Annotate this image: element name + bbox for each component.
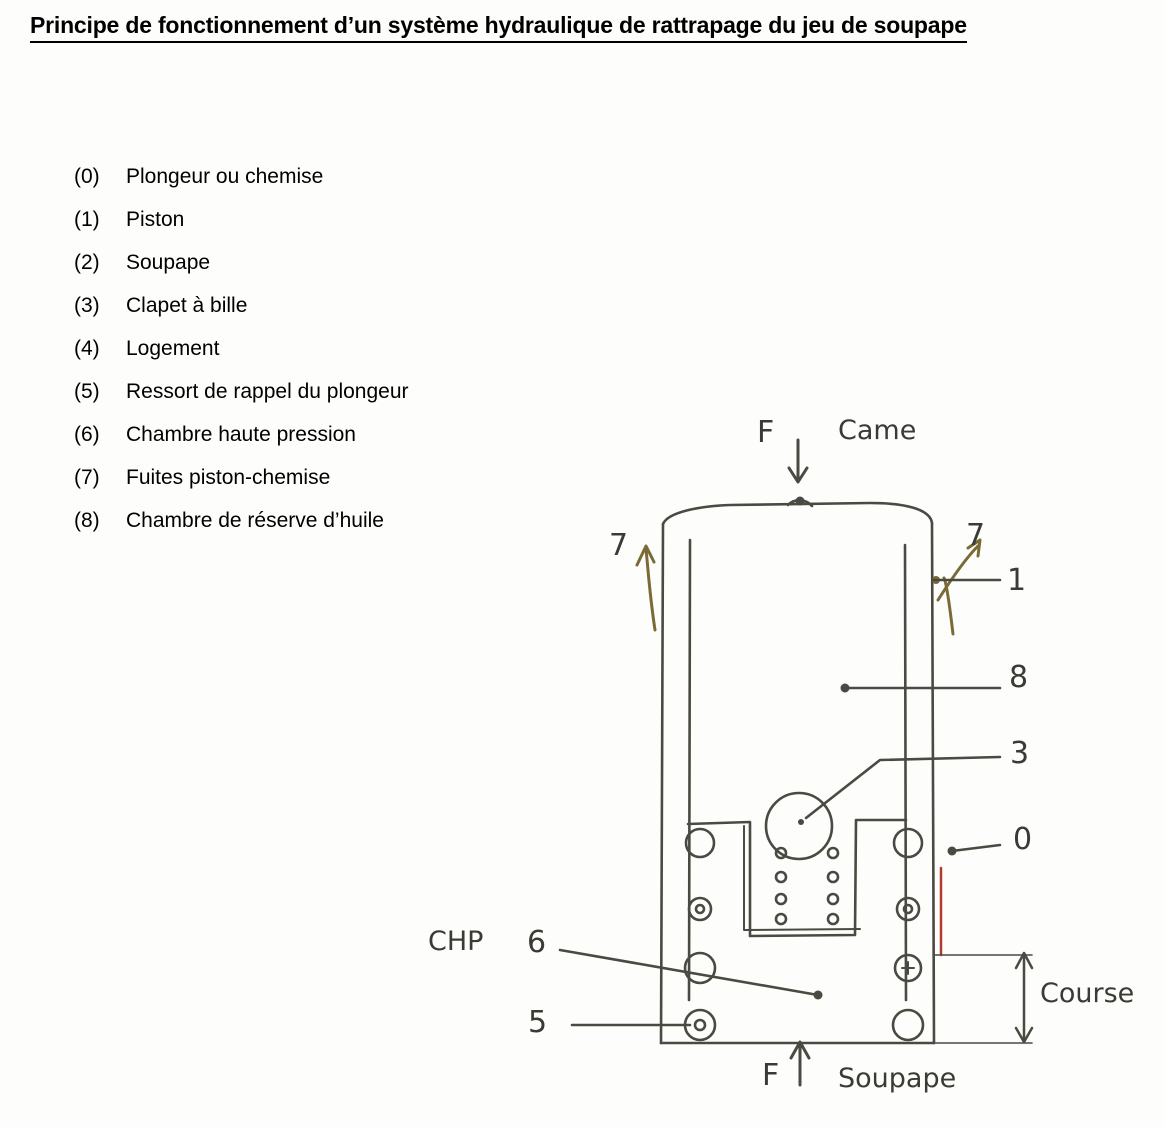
- body-left-outer-wall: [661, 524, 663, 1043]
- legend-label: Fuites piston-chemise: [126, 466, 331, 489]
- leader-chp: [560, 950, 818, 995]
- list-item: [74, 327, 409, 370]
- list-item: [74, 155, 409, 198]
- list-item: [74, 456, 409, 499]
- list-item: [74, 241, 409, 284]
- course-label: Course: [1040, 978, 1135, 1009]
- body-right-outer-wall: [932, 523, 934, 1043]
- list-item: [74, 499, 409, 542]
- ball-valve-label: 3: [1010, 736, 1030, 771]
- legend-label: Ressort de rappel du plongeur: [126, 380, 409, 403]
- legend-label: Clapet à bille: [126, 294, 248, 317]
- cam-contact-dimple: [788, 500, 812, 506]
- legend-key: (8): [74, 509, 100, 532]
- piston-label: 1: [1007, 563, 1027, 598]
- legend-key: (4): [74, 337, 100, 360]
- legend-label: Plongeur ou chemise: [126, 165, 324, 188]
- legend-label: Piston: [126, 208, 185, 231]
- legend-key: (6): [74, 423, 100, 446]
- piston-seat-inner: [744, 826, 860, 930]
- page-title: Principe de fonctionnement d’un système hydraulique de rattrapage du jeu de soupape: [30, 12, 967, 43]
- ball-valve-circle: [766, 793, 832, 859]
- leak-left-label: 7: [609, 528, 629, 563]
- legend-key: (3): [74, 294, 100, 317]
- leader-plunger: [952, 845, 1000, 851]
- leader-ball-valve: [806, 757, 1000, 818]
- legend-key: (1): [74, 208, 100, 231]
- list-item: [74, 198, 409, 241]
- list-item: [74, 370, 409, 413]
- legend-label: Soupape: [126, 251, 211, 274]
- force-bottom-label: F: [762, 1058, 780, 1093]
- legend-list: [74, 155, 409, 542]
- legend-key: (5): [74, 380, 100, 403]
- force-top-label: F: [757, 415, 775, 450]
- legend-label: Logement: [126, 337, 220, 360]
- chp-number-label: 6: [527, 925, 547, 960]
- soupape-label: Soupape: [838, 1063, 957, 1094]
- plunger-right-wall: [905, 545, 906, 1000]
- list-item: [74, 284, 409, 327]
- plunger-left-wall: [689, 540, 690, 1000]
- legend-key: (0): [74, 165, 100, 188]
- legend-label: Chambre haute pression: [126, 423, 356, 446]
- leak-right-label: 7: [966, 518, 986, 553]
- plunger-label: 0: [1013, 822, 1033, 857]
- spring-label: 5: [528, 1005, 548, 1040]
- list-item: [74, 413, 409, 456]
- legend-key: (2): [74, 251, 100, 274]
- legend-label: Chambre de réserve d’huile: [126, 509, 384, 532]
- chp-label: CHP: [428, 926, 484, 957]
- reserve-chamber-label: 8: [1009, 660, 1029, 695]
- legend-key: (7): [74, 466, 100, 489]
- piston-seat-profile: [688, 820, 906, 936]
- came-label: Came: [838, 415, 917, 446]
